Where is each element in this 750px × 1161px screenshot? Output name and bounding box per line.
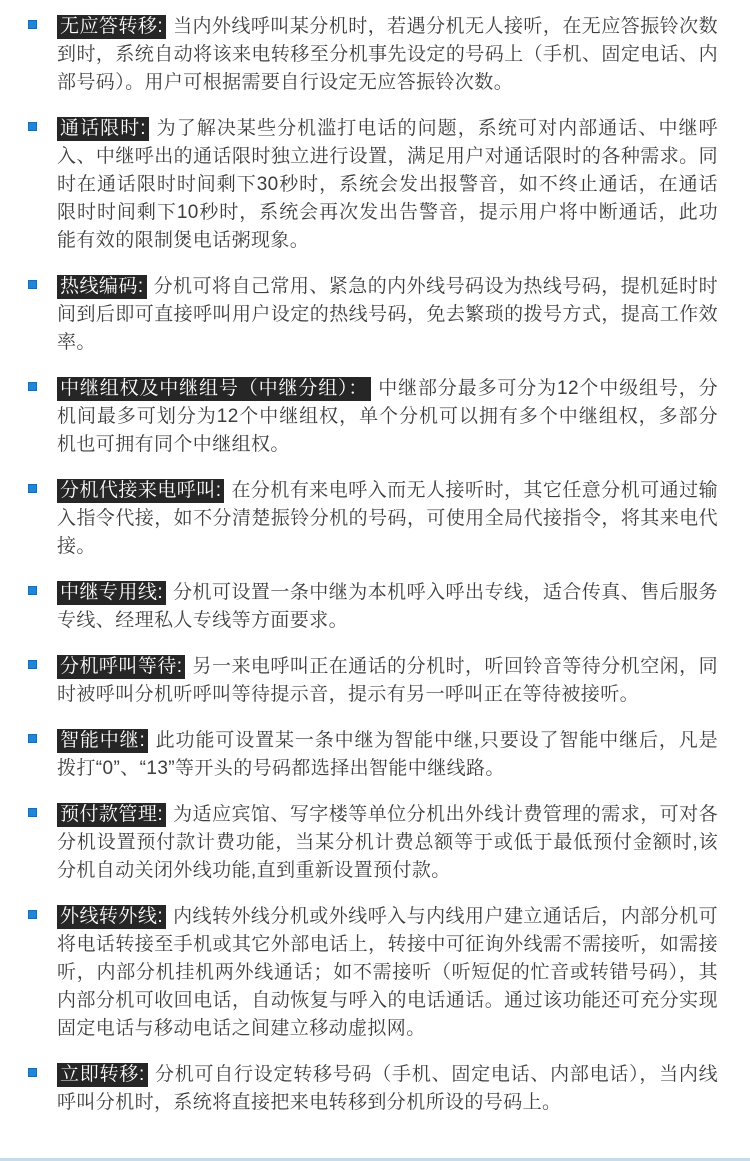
feature-item-call-waiting xyxy=(28,653,718,709)
feature-item-outside-line-transfer xyxy=(28,903,718,1043)
bullet-square-icon xyxy=(28,122,37,131)
feature-body-text: 另一来电呼叫正在通话的分机时，听回铃音等待分机空闲，同时被呼叫分机听呼叫等待提示音，提示有另一呼叫正在等待被接听。 xyxy=(57,656,718,705)
bullet-square-icon xyxy=(28,382,37,391)
feature-item-immediate-transfer xyxy=(28,1061,718,1117)
feature-item-smart-trunk xyxy=(28,727,718,783)
feature-title-highlight: 分机呼叫等待: xyxy=(57,655,185,679)
feature-body-text: 分机可自行设定转移号码（手机、固定电话、内部电话），当内线呼叫分机时，系统将直接把来电转移到分机所设的号码上。 xyxy=(57,1064,718,1113)
feature-body-text: 为了解决某些分机滥打电话的问题，系统可对内部通话、中继呼入、中继呼出的通话限时独立进行设置，满足用户对通话限时的各种需求。同时在通话限时时间剩下30秒时，系统会发出报警音，如不终止通话，在通话限时时间剩下10秒时，系统会再次发出告警音，提示用户将中断通话，此功能有效的限制煲电话粥现象。 xyxy=(57,118,718,251)
feature-title-highlight: 热线编码: xyxy=(57,275,147,299)
feature-title-highlight: 中继组权及中继组号（中继分组）： xyxy=(57,377,371,401)
feature-body-text: 为适应宾馆、写字楼等单位分机出外线计费管理的需求，可对各分机设置预付款计费功能，当某分机计费总额等于或低于最低预付金额时,该分机自动关闭外线功能,直到重新设置预付款。 xyxy=(57,804,718,881)
feature-title-highlight: 无应答转移: xyxy=(57,15,166,39)
feature-title-highlight: 通话限时: xyxy=(57,117,149,141)
feature-title-highlight: 预付款管理: xyxy=(57,803,166,827)
feature-item-prepayment-management xyxy=(28,801,718,885)
bullet-square-icon xyxy=(28,280,37,289)
feature-body-text: 分机可设置一条中继为本机呼入呼出专线，适合传真、售后服务专线、经理私人专线等方面要求。 xyxy=(57,582,718,631)
feature-item-hotline-code xyxy=(28,273,718,357)
feature-body-text: 中继部分最多可分为12个中级组号，分机间最多可划分为12个中继组权，单个分机可以拥有多个中继组权，多部分机也可拥有同个中继组权。 xyxy=(57,378,718,455)
bullet-square-icon xyxy=(28,910,37,919)
feature-title-highlight: 立即转移: xyxy=(57,1063,148,1087)
feature-body-text: 此功能可设置某一条中继为智能中继,只要设了智能中继后，凡是拨打“0”、“13”等开头的号码都选择出智能中继线路。 xyxy=(57,730,718,779)
bullet-square-icon xyxy=(28,20,37,29)
feature-title-highlight: 分机代接来电呼叫: xyxy=(57,479,224,503)
feature-item-call-time-limit xyxy=(28,115,718,255)
feature-title-highlight: 智能中继: xyxy=(57,729,148,753)
feature-body-text: 内线转外线分机或外线呼入与内线用户建立通话后，内部分机可将电话转接至手机或其它外部电话上，转接中可征询外线需不需接听，如需接听，内部分机挂机两外线通话；如不需接听（听短促的忙音或转错号码），其内部分机可收回电话，自动恢复与呼入的电话通话。通过该功能还可充分实现固定电话与移动电话之间建立移动虚拟网。 xyxy=(57,906,718,1039)
bullet-square-icon xyxy=(28,484,37,493)
feature-body-text: 当内外线呼叫某分机时，若遇分机无人接听，在无应答振铃次数到时，系统自动将该来电转移至分机事先设定的号码上（手机、固定电话、内部号码）。用户可根据需要自行设定无应答振铃次数。 xyxy=(57,16,718,93)
bullet-square-icon xyxy=(28,660,37,669)
feature-item-call-pickup xyxy=(28,477,718,561)
bullet-square-icon xyxy=(28,734,37,743)
feature-item-trunk-group xyxy=(28,375,718,459)
bullet-square-icon xyxy=(28,808,37,817)
feature-item-dedicated-trunk-line xyxy=(28,579,718,635)
feature-body-text: 分机可将自己常用、紧急的内外线号码设为热线号码，提机延时时间到后即可直接呼叫用户设定的热线号码，免去繁琐的拨号方式，提高工作效率。 xyxy=(57,276,719,353)
bullet-square-icon xyxy=(28,1068,37,1077)
feature-title-highlight: 外线转外线: xyxy=(57,905,166,929)
bullet-square-icon xyxy=(28,586,37,595)
feature-body-text: 在分机有来电呼入而无人接听时，其它任意分机可通过输入指令代接，如不分清楚振铃分机的号码，可使用全局代接指令，将其来电代接。 xyxy=(57,480,718,557)
feature-item-no-answer-transfer xyxy=(28,13,718,97)
feature-title-highlight: 中继专用线: xyxy=(57,581,166,605)
